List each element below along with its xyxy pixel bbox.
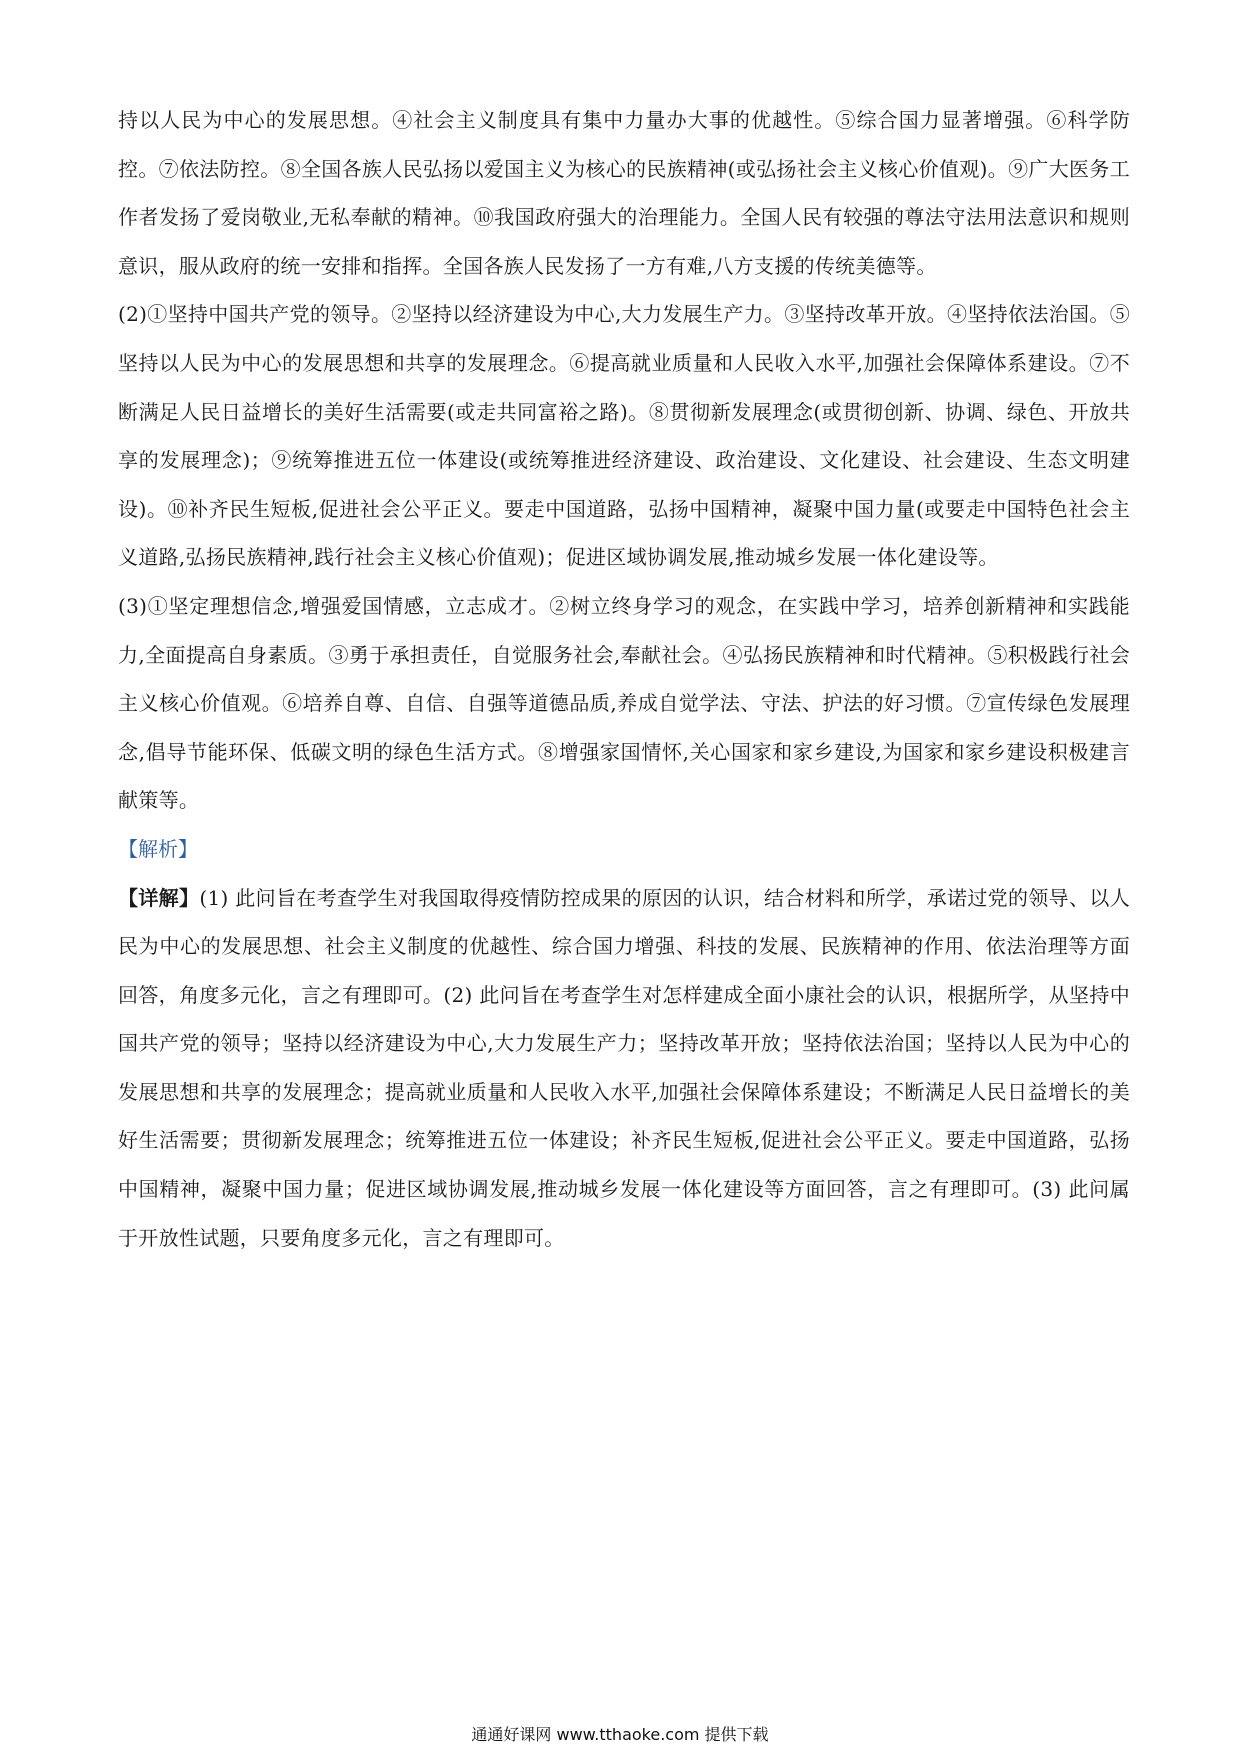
answer-paragraph-2: (2)①坚持中国共产党的领导。②坚持以经济建设为中心,大力发展生产力。③坚持改革开放。④坚持依法治国。⑤坚持以人民为中心的发展思想和共享的发展理念。⑥提高就业质量和人民收入水平,加强社会保障体系建设。⑦不断满足人民日益增长的美好生活需要(或走共同富裕之路)。⑧贯彻新发展理念(或贯彻创新、协调、绿色、开放共享的发展理念)；⑨统筹推进五位一体建设(或统筹推进经济建设、政治建设、文化建设、社会建设、生态文明建设)。⑩补齐民生短板,促进社会公平正义。要走中国道路，弘扬中国精神，凝聚中国力量(或要走中国特色社会主义道路,弘扬民族精神,践行社会主义核心价值观)；促进区域协调发展,推动城乡发展一体化建设等。 (118, 302, 1130, 570)
detail-paragraph (118, 874, 1130, 1263)
detail-text: (1) 此问旨在考查学生对我国取得疫情防控成果的原因的认识，结合材料和所学，承诺过党的领导、以人民为中心的发展思想、社会主义制度的优越性、综合国力增强、科技的发展、民族精神的作用、依法治理等方面回答，角度多元化，言之有理即可。(2) 此问旨在考查学生对怎样建成全面小康社会的认识，根据所学，从坚持中国共产党的领导；坚持以经济建设为中心,大力发展生产力；坚持改革开放；坚持依法治国；坚持以人民为中心的发展思想和共享的发展理念；提高就业质量和人民收入水平,加强社会保障体系建设；不断满足人民日益增长的美好生活需要；贯彻新发展理念；统筹推进五位一体建设；补齐民生短板,促进社会公平正义。要走中国道路，弘扬中国精神，凝聚中国力量；促进区域协调发展,推动城乡发展一体化建设等方面回答，言之有理即可。(3) 此问属于开放性试题，只要角度多元化，言之有理即可。 (118, 885, 1130, 1250)
analysis-heading: 【解析】 (118, 836, 198, 861)
page-footer: 通通好课网 www.tthaoke.com 提供下载 (471, 1725, 769, 1744)
answer-paragraph-1: 持以人民为中心的发展思想。④社会主义制度具有集中力量办大事的优越性。⑤综合国力显著增强。⑥科学防控。⑦依法防控。⑧全国各族人民弘扬以爱国主义为核心的民族精神(或弘扬社会主义核心价值观)。⑨广大医务工作者发扬了爱岗敬业,无私奉献的精神。⑩我国政府强大的治理能力。全国人民有较强的尊法守法用法意识和规则意识，服从政府的统一安排和指挥。全国各族人民发扬了一方有难,八方支援的传统美德等。 (118, 108, 1130, 278)
detail-tag: 【详解】 (118, 885, 200, 910)
document-body (118, 96, 1130, 1262)
answer-paragraph-3: (3)①坚定理想信念,增强爱国情感，立志成才。②树立终身学习的观念，在实践中学习，培养创新精神和实践能力,全面提高自身素质。③勇于承担责任，自觉服务社会,奉献社会。④弘扬民族精神和时代精神。⑤积极践行社会主义核心价值观。⑥培养自尊、自信、自强等道德品质,养成自觉学法、守法、护法的好习惯。⑦宣传绿色发展理念,倡导节能环保、低碳文明的绿色生活方式。⑧增强家国情怀,关心国家和家乡建设,为国家和家乡建设积极建言献策等。 (118, 593, 1130, 813)
